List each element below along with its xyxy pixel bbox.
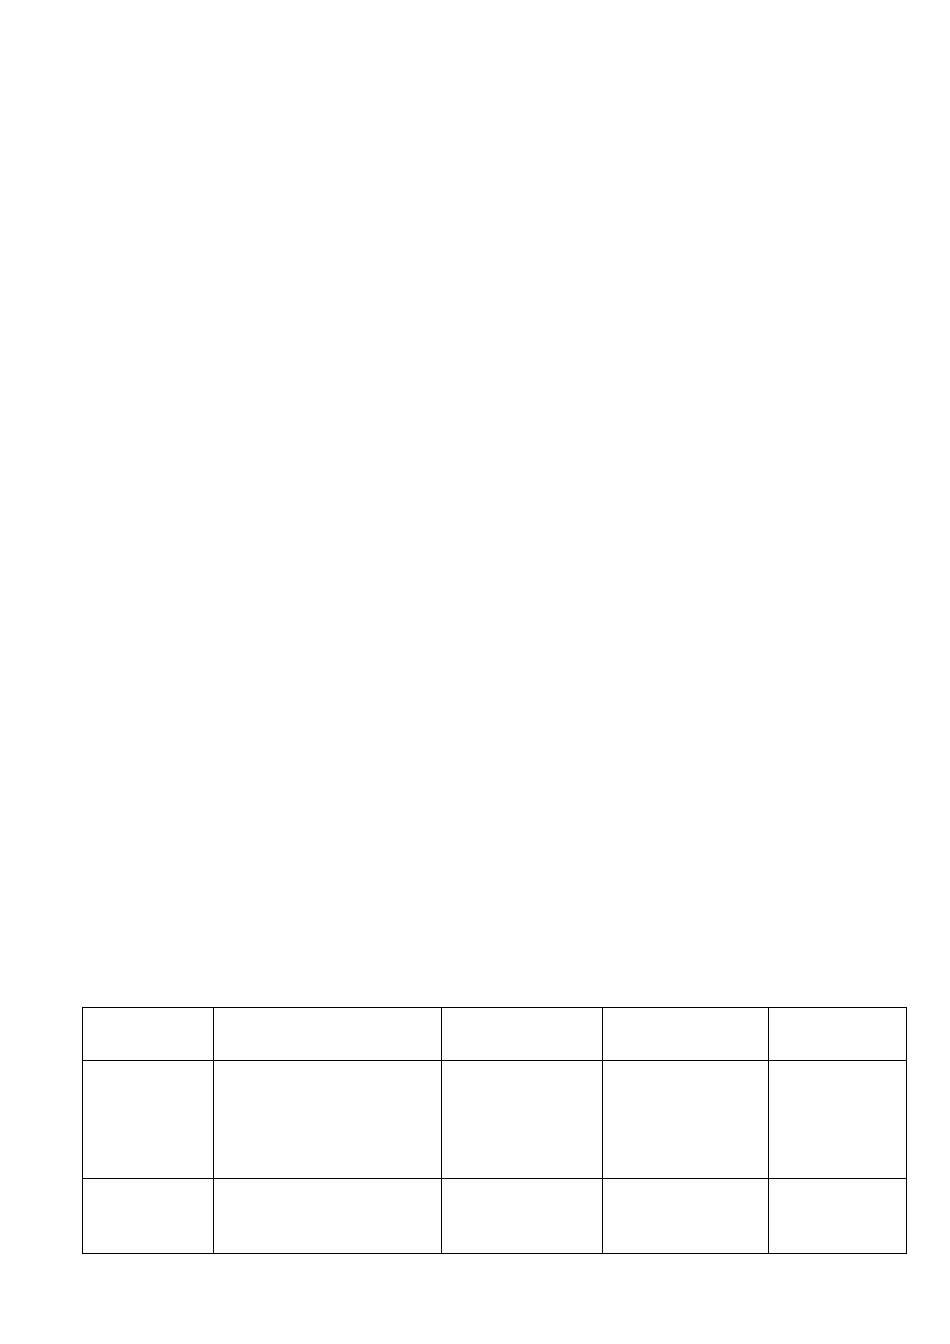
cell-time (83, 1061, 214, 1179)
cell-content (214, 1179, 442, 1254)
header-owner (442, 1008, 603, 1061)
cell-assist (603, 1061, 769, 1179)
cell-time (83, 1179, 214, 1254)
header-assist (603, 1008, 769, 1061)
cell-owner (442, 1179, 603, 1254)
header-time (83, 1008, 214, 1061)
table-row (83, 1179, 907, 1254)
cell-content (214, 1061, 442, 1179)
group-1-label (120, 637, 146, 656)
cell-assist (603, 1179, 769, 1254)
cell-owner (442, 1061, 603, 1179)
cell-note (769, 1179, 907, 1254)
table-row (83, 1061, 907, 1179)
header-content (214, 1008, 442, 1061)
table-header-row (83, 1008, 907, 1061)
header-note (769, 1008, 907, 1061)
schedule-table (82, 1007, 907, 1254)
cell-note (769, 1061, 907, 1179)
